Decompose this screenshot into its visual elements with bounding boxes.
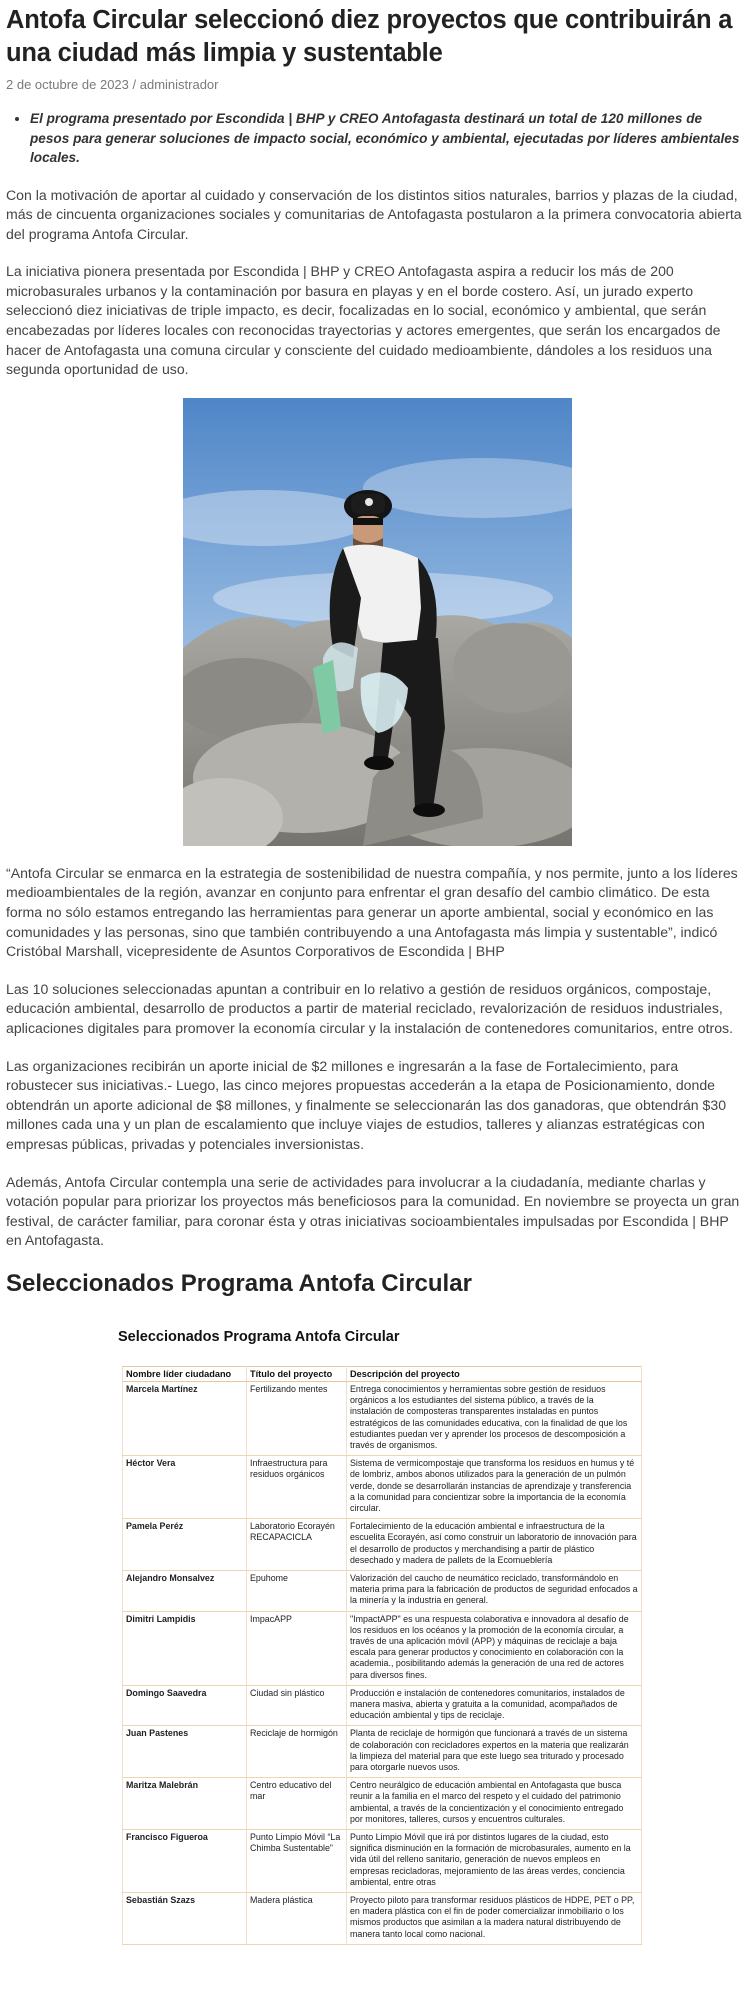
leader-name: Juan Pastenes: [123, 1726, 247, 1778]
paragraph-solutions: Las 10 soluciones seleccionadas apuntan a contribuir en lo relativo a gestión de residuos orgánicos, compostaje, educación ambiental, desarrollo de productos a partir de material reciclado, revalorización de residuos industriales, aplicaciones digitales para promover la economía circular y la instalación de contenedores comunitarios, entre otros.: [6, 980, 733, 1036]
table-row: [123, 1570, 642, 1611]
leader-name: Marcela Martínez: [123, 1381, 247, 1455]
project-title: Punto Limpio Móvil “La Chimba Sustentable”: [247, 1830, 347, 1893]
project-title: Ciudad sin plástico: [247, 1685, 347, 1726]
lead-text: • El programa presentado por Escondida | BHP y CREO Antofagasta destinará un total de 120 millones de pesos para generar soluciones de impacto social, económico y ambiental, ejecutadas por líderes ambientales locales.: [30, 109, 744, 168]
project-title: ImpacAPP: [247, 1611, 347, 1685]
project-description: Fortalecimiento de la educación ambiental e infraestructura de la escuelita Ecorayén, así como construir un laboratorio de innovación para el desarrollo de productos y merchandising a partir de plástico desechado y madera de pallets de la Ecomueblería: [347, 1519, 642, 1571]
paragraph-initiative: La iniciativa pionera presentada por Escondida | BHP y CREO Antofagasta aspira a reducir los más de 200 microbasurales urbanos y la contaminación por basura en playas y en el borde costero. Así, un jurado experto seleccionó diez iniciativas de triple impacto, es decir, focalizadas en lo social, económico y ambiental, que serán encabezadas por líderes locales con reconocidas trayectorias y actores emergentes, que serán los encargados de hacer de Antofagasta una comuna circular y consciente del cuidado medioambiente, dándoles a los residuos una segunda oportunidad de uso.: [6, 263, 721, 378]
paragraph-intro: Con la motivación de aportar al cuidado y conservación de los distintos sitios naturales, barrios y plazas de la ciudad, más de cincuenta organizaciones sociales y comunitarias de Antofagasta postularon a la primera convocatoria abierta del programa Antofa Circular.: [6, 186, 742, 242]
selected-projects-figure: [6, 1311, 750, 1991]
header-project: Título del proyecto: [247, 1366, 347, 1381]
table-row: [123, 1830, 642, 1893]
leader-name: Héctor Vera: [123, 1456, 247, 1519]
project-title: Epuhome: [247, 1570, 347, 1611]
project-description: "ImpactAPP" es una respuesta colaborativa e innovadora al desafío de los residuos en los océanos y la promoción de la economía circular, a través de una aplicación móvil (APP) y máquinas de reciclaje a baja escala para generar productos y conocimiento en colaboración con la academia., posibilitando además la generación de una red de actores para diversos fines.: [347, 1611, 642, 1685]
project-description: Sistema de vermicompostaje que transforma los residuos en humus y té de lombriz, ambos abonos utilizados para la generación de un pulmón verde, donde se desarrollarán instancias de aprendizaje y transferencia a la comunidad para concientizar sobre la importancia de la economía circular.: [347, 1456, 642, 1519]
section-heading: Seleccionados Programa Antofa Circular: [6, 1269, 472, 1297]
table-row: [123, 1726, 642, 1778]
leader-name: Maritza Malebrán: [123, 1778, 247, 1830]
project-title: Reciclaje de hormigón: [247, 1726, 347, 1778]
project-description: Entrega conocimientos y herramientas sobre gestión de residuos orgánicos a los estudiantes del sistema público, a través de la instalación de composteras transparentes instaladas en puntos estratégicos de las comunidades educativa, con la finalidad de que los estudiantes puedan ver y aprender los procesos de descomposición a través de organismos.: [347, 1381, 642, 1455]
leader-name: Francisco Figueroa: [123, 1830, 247, 1893]
project-title: Laboratorio Ecorayén RECAPACICLA: [247, 1519, 347, 1571]
project-description: Punto Limpio Móvil que irá por distintos lugares de la ciudad, esto significa disminución en la formación de microbasurales, aumento en la vida útil del relleno sanitario, generación de nuevos empleos en empresas recicladoras, mejoramiento de las áreas verdes, conciencia ambiental, entre otras: [347, 1830, 642, 1893]
project-title: Fertilizando mentes: [247, 1381, 347, 1455]
table-row: [123, 1519, 642, 1571]
paragraph-activities: Además, Antofa Circular contempla una serie de actividades para involucrar a la ciudadanía, mediante charlas y votación popular para priorizar los proyectos más beneficiosos para la comunidad. En noviembre se proyecta un gran festival, de carácter familiar, para coronar ésta y otras iniciativas socioambientales impulsadas por Escondida | BHP en Antofagasta.: [6, 1173, 740, 1249]
paragraph-quote: “Antofa Circular se enmarca en la estrategia de sostenibilidad de nuestra compañía, y nos permite, junto a los líderes medioambientales de la región, avanzar en conjunto para enfrentar el gran desafío del cambio climático. De esta forma no sólo estamos entregando las herramientas para generar un aporte ambiental, social y económico en las comunidades y las personas, sino que también contribuyendo a una Antofagasta más limpia y sustentable”, indicó Cristóbal Marshall, vicepresidente de Asuntos Corporativos de Escondida | BHP: [6, 864, 738, 960]
table-row: [123, 1611, 642, 1685]
leader-name: Dimitri Lampidis: [123, 1611, 247, 1685]
table-row: [123, 1778, 642, 1830]
article-title: Antofa Circular seleccionó diez proyectos que contribuirán a una ciudad más limpia y sustentable: [6, 6, 733, 67]
header-description: Descripción del proyecto: [347, 1366, 642, 1381]
project-title: Madera plástica: [247, 1893, 347, 1945]
project-description: Valorización del caucho de neumático reciclado, transformándolo en materia prima para la fabricación de productos de seguridad enfocados a la minería y la industria en general.: [347, 1570, 642, 1611]
table-row: [123, 1381, 642, 1455]
leader-name: Domingo Saavedra: [123, 1685, 247, 1726]
table-title: Seleccionados Programa Antofa Circular: [118, 1328, 400, 1345]
article-photo: [183, 398, 572, 846]
project-description: Producción e instalación de contenedores comunitarios, instalados de manera masiva, abierta y gratuita a la comunidad, acompañados de educación ambiental y tips de reciclaje.: [347, 1685, 642, 1726]
project-title: Infraestructura para residuos orgánicos: [247, 1456, 347, 1519]
project-title: Centro educativo del mar: [247, 1778, 347, 1830]
selected-projects-table: [122, 1366, 642, 1945]
table-row: [123, 1456, 642, 1519]
post-date-link[interactable]: 2 de octubre de 2023: [6, 77, 129, 92]
leader-name: Sebastián Szazs: [123, 1893, 247, 1945]
project-description: Planta de reciclaje de hormigón que funcionará a través de un sistema de colaboración con recicladores expertos en la materia que realizarán la limpieza del material para que este luego sea triturado y procesado para otorgarle nuevos usos.: [347, 1726, 642, 1778]
project-description: Centro neurálgico de educación ambiental en Antofagasta que busca reunir a la familia en el marco del respeto y el cuidado del patrimonio ambiental, a través de la concientización y el conocimiento entregado por monitores, talleres, cursos y encuentros culturales.: [347, 1778, 642, 1830]
photo-container: [6, 398, 750, 846]
post-meta: [6, 77, 744, 95]
meta-separator: /: [128, 77, 140, 92]
leader-name: Alejandro Monsalvez: [123, 1570, 247, 1611]
table-row: [123, 1685, 642, 1726]
project-description: Proyecto piloto para transformar residuos plásticos de HDPE, PET o PP, en madera plástica con el fin de poder comercializar inmobiliario o los mismos productos que asimilan a la madera natural distribuyendo de manera tanto local como nacional.: [347, 1893, 642, 1945]
leader-name: Pamela Peréz: [123, 1519, 247, 1571]
table-header-row: [123, 1366, 642, 1381]
table-row: [123, 1893, 642, 1945]
lead-list: [30, 109, 744, 168]
author-link[interactable]: administrador: [139, 77, 219, 92]
header-leader: Nombre líder ciudadano: [123, 1366, 247, 1381]
paragraph-funding: Las organizaciones recibirán un aporte inicial de $2 millones e ingresarán a la fase de Fortalecimiento, para robustecer sus iniciativas.- Luego, las cinco mejores propuestas accederán a la etapa de Posicionamiento, donde obtendrán un aporte adicional de $8 millones, y finalmente se seleccionarán las dos ganadoras, que obtendrán $30 millones cada una y un plan de escalamiento que incluye viajes de estudios, talleres y alianzas estratégicas con empresas públicas, privadas y potenciales inversionistas.: [6, 1057, 727, 1152]
